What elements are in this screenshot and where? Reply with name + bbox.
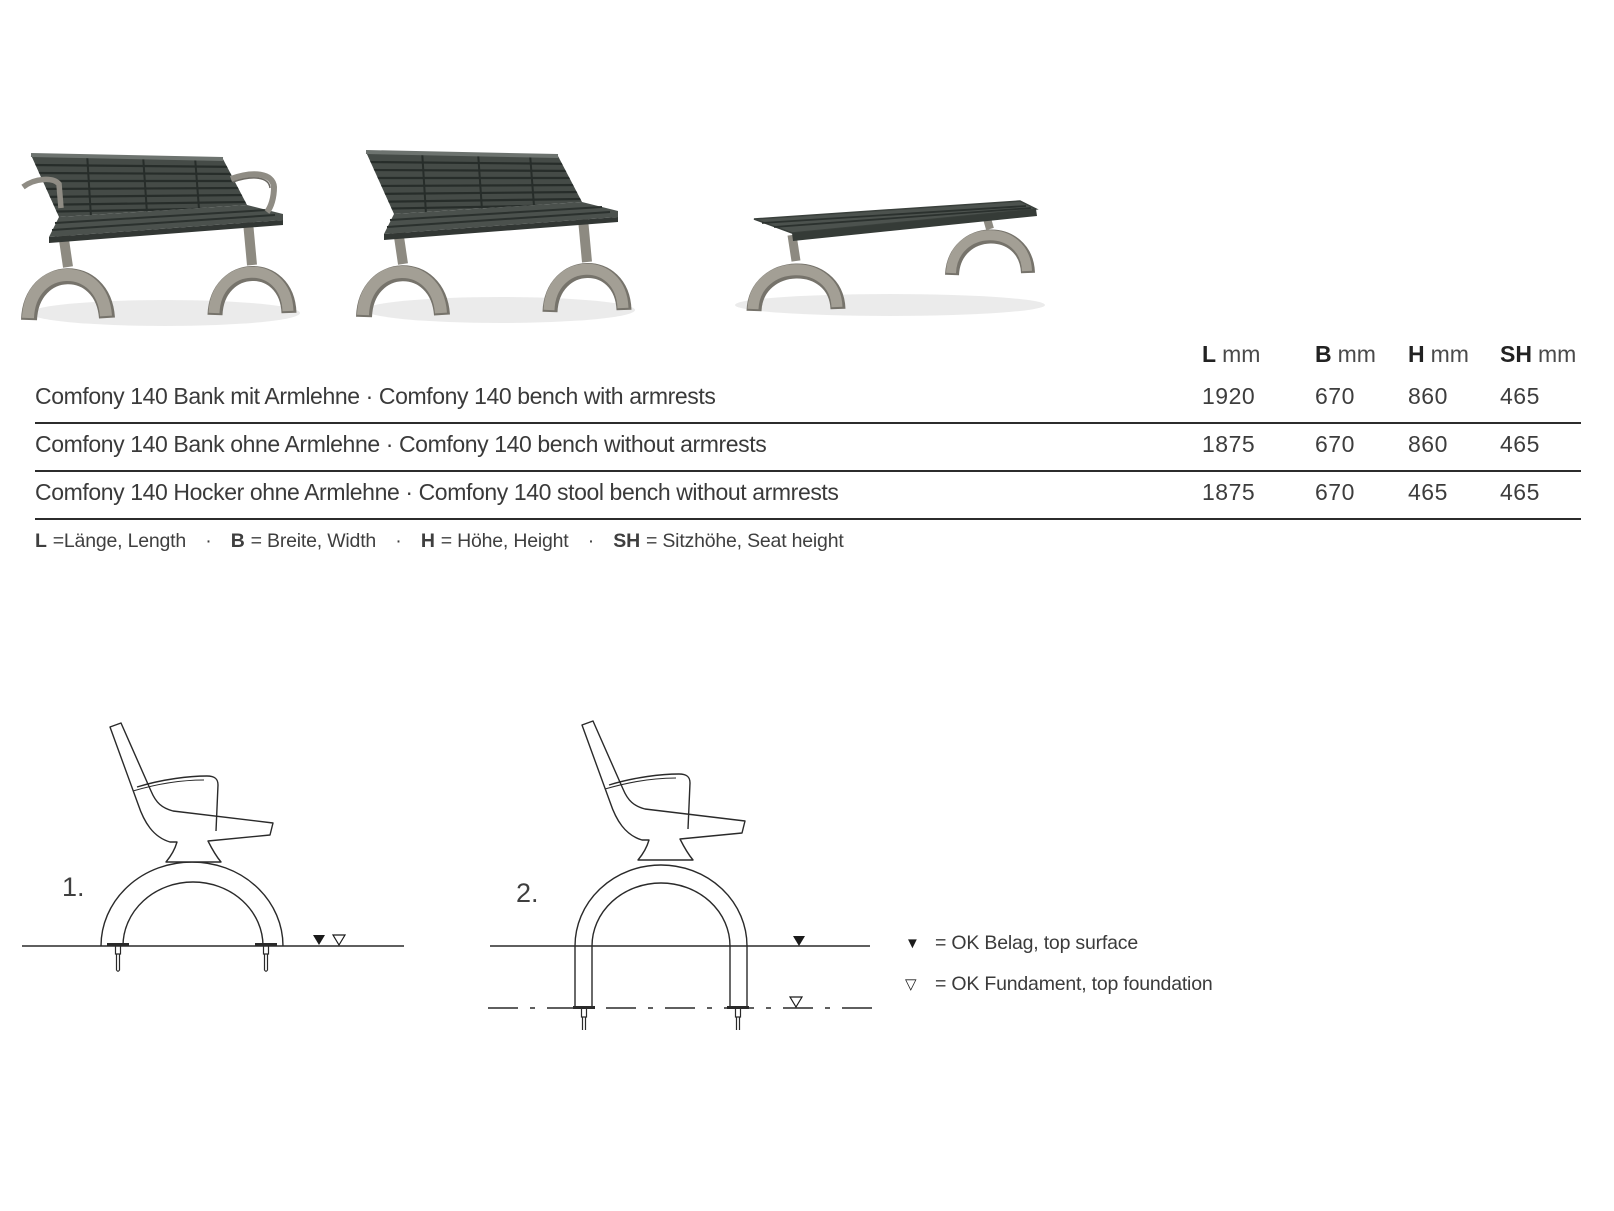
dimension-value-width: 670 [1315, 431, 1355, 457]
dimension-value-height: 860 [1408, 383, 1448, 409]
column-header-seat-height: SH mm [1500, 341, 1577, 367]
product-image-bench-with-armrests [15, 115, 335, 330]
abbr-separator: · [395, 530, 402, 552]
dimension-value-length: 1875 [1202, 479, 1256, 505]
product-name: Comfony 140 Bank mit Armlehne · Comfony 140 bench with armrests [35, 383, 716, 409]
abbr-text: =Länge, Length [52, 530, 187, 552]
abbr-text: = Breite, Width [250, 530, 377, 552]
abbr-key: L [35, 530, 47, 552]
dimension-value-length: 1920 [1202, 383, 1256, 409]
top-surface-marker-icon [793, 936, 805, 946]
figure-1-label: 1. [62, 872, 85, 902]
top-surface-marker-icon [313, 935, 325, 945]
dimension-value-height: 860 [1408, 431, 1448, 457]
top-foundation-marker-icon [790, 997, 802, 1007]
figure-2-label: 2. [516, 878, 539, 908]
abbr-key: B [230, 530, 245, 552]
column-header-width: B mm [1315, 341, 1376, 367]
top-foundation-marker-icon [333, 935, 345, 945]
column-header-length: L mm [1202, 341, 1261, 367]
column-header-height: H mm [1408, 341, 1469, 367]
dimension-value-seat-height: 465 [1500, 383, 1540, 409]
abbr-separator: · [205, 530, 212, 552]
filled-triangle-icon: ▼ [905, 934, 920, 952]
dimension-value-seat-height: 465 [1500, 431, 1540, 457]
abbr-separator: · [587, 530, 595, 552]
dimension-value-seat-height: 465 [1500, 479, 1540, 505]
abbr-key: H [420, 530, 435, 552]
dimension-value-height: 465 [1408, 479, 1448, 505]
product-image-stool-bench [690, 163, 1050, 323]
table-row [35, 376, 1581, 424]
legend-item-top-foundation [905, 970, 1212, 998]
legend-item-top-surface [905, 929, 1212, 957]
product-image-bench-without-armrests [350, 112, 670, 327]
dimension-value-width: 670 [1315, 383, 1355, 409]
product-name: Comfony 140 Bank ohne Armlehne · Comfony 140 bench without armrests [35, 431, 767, 457]
table-row [35, 424, 1581, 472]
installation-drawing-surface-mount [20, 690, 420, 990]
legend-text: = OK Fundament, top foundation [935, 972, 1213, 995]
symbol-legend [905, 929, 1212, 1011]
installation-drawing-foundation-mount [480, 680, 900, 1030]
dimension-value-width: 670 [1315, 479, 1355, 505]
abbreviation-legend [35, 530, 844, 553]
open-triangle-icon: ▽ [905, 976, 917, 993]
dimension-value-length: 1875 [1202, 431, 1256, 457]
table-row [35, 472, 1581, 520]
product-name: Comfony 140 Hocker ohne Armlehne · Comfony 140 stool bench without armrests [35, 479, 839, 505]
legend-text: = OK Belag, top surface [935, 931, 1138, 954]
dimensions-table [35, 336, 1581, 520]
abbr-text: = Höhe, Height [440, 530, 569, 552]
abbr-key: SH [613, 530, 640, 552]
abbr-text: = Sitzhöhe, Seat height [645, 530, 844, 552]
table-header-row [35, 336, 1581, 376]
